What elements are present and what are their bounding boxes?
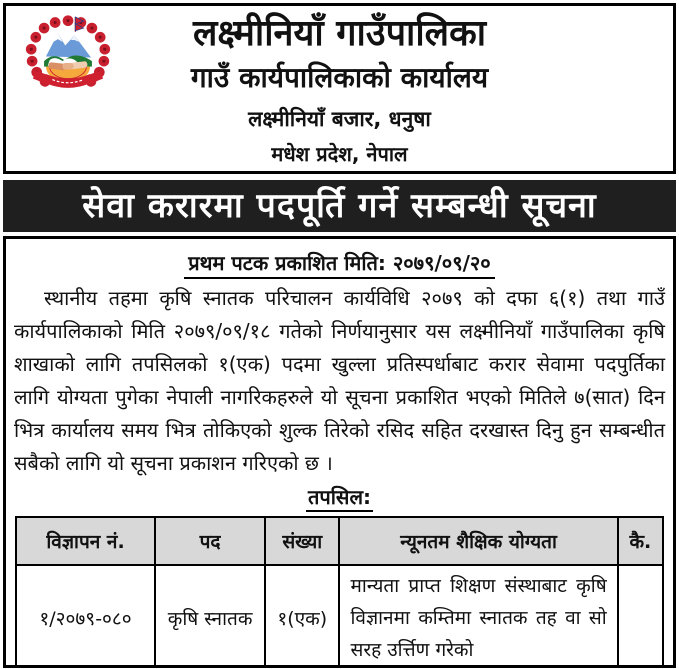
office-name: गाउँ कार्यपालिकाको कार्यालय <box>190 61 489 95</box>
column-header-qualification: न्यूनतम शैक्षिक योग्यता <box>339 517 617 565</box>
address-line: लक्ष्मीनियाँ बजार, धनुषा <box>248 107 431 132</box>
published-date-line <box>12 249 667 276</box>
notice-paragraph: स्थानीय तहमा कृषि स्नातक परिचालन कार्यविधि २०७९ को दफा ६(१) तथा गाउँ कार्यपालिकाको मिति २०७९/०९/१८ गतेको निर्णयानुसार यस लक्ष्मीनियाँ गाउँपालिका कृषि शाखाको लागि तपसिलको १(एक) पदमा खुल्ला प्रतिस्पर्धाबाट करार सेवामा पदपुर्तिका लागि योग्यता पुगेका नेपाली नागरिकहरुले यो सूचना प्रकाशित भएको मितिले ७(सात) दिन भित्र कार्यालय समय भित्र तोकिएको शुल्क तिरेको रसिद सहित दरखास्त दिनु हुन सम्बन्धीत सबैको लागि यो सूचना प्रकाशन गरिएको छ । <box>14 286 665 475</box>
vacancy-table <box>15 516 664 668</box>
municipality-name: लक्ष्मीनियाँ गाउँपालिका <box>192 13 487 54</box>
table-header-row <box>16 517 663 565</box>
cell-advertisement-no: १/२०७९-०८० <box>16 565 155 668</box>
cell-post: कृषि स्नातक <box>155 565 265 668</box>
notice-body <box>3 236 676 668</box>
cell-qualification: मान्यता प्राप्त शिक्षण संस्थाबाट कृषि विज्ञानमा कम्तिमा स्नातक तह वा सो सरह उर्त्तिण गरेको <box>339 565 617 668</box>
table-row <box>16 565 663 668</box>
column-header-post: पद <box>155 517 265 565</box>
published-date-text: प्रथम पटक प्रकाशित मिति: २०७९/०९/२० <box>184 251 494 279</box>
schedule-heading-text: तपसिल: <box>306 485 373 512</box>
column-header-quantity: संख्या <box>265 517 339 565</box>
cell-quantity: १(एक) <box>265 565 339 668</box>
notice-title-banner: सेवा करारमा पदपूर्ति गर्ने सम्बन्धी सूचना <box>3 180 676 232</box>
nepal-coat-of-arms-icon <box>22 14 114 112</box>
column-header-remarks: कै. <box>618 517 663 565</box>
letterhead <box>3 3 676 174</box>
schedule-heading <box>12 483 667 510</box>
cell-remarks <box>618 565 663 668</box>
column-header-advertisement-no: विज्ञापन नं. <box>16 517 155 565</box>
province-line: मधेश प्रदेश, नेपाल <box>271 142 408 167</box>
